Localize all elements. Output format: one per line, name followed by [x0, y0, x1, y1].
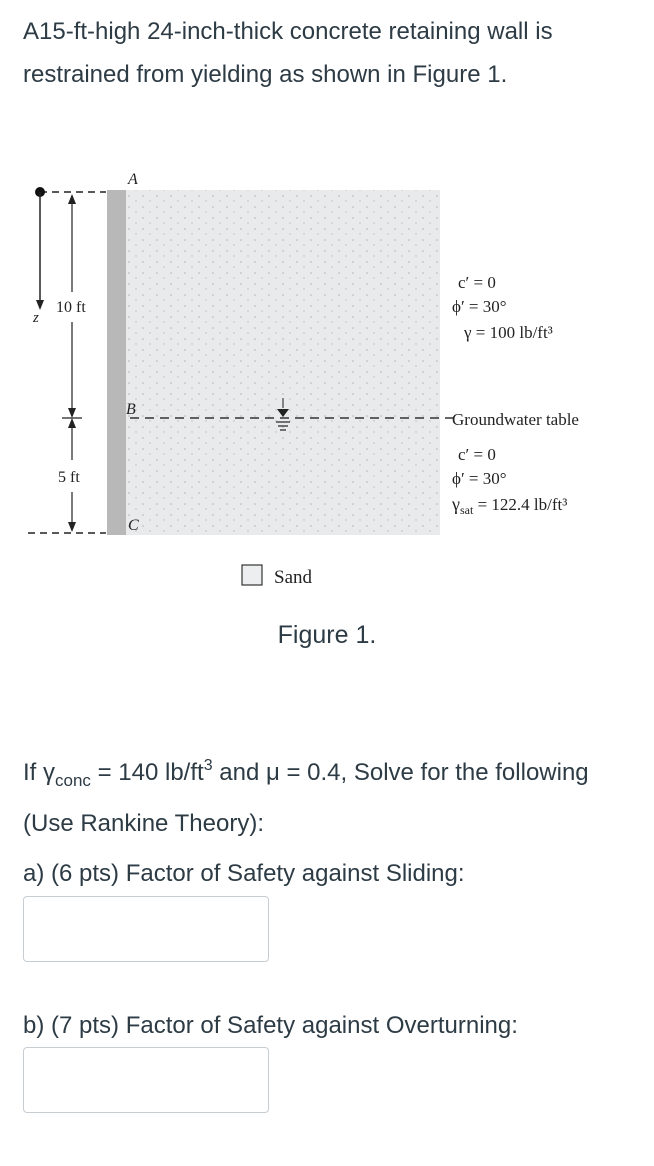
figure-caption: Figure 1.: [277, 621, 377, 649]
problem-intro: A15-ft-high 24-inch-thick concrete retaining wall is restrained from yielding as shown in Figure 1.: [23, 18, 553, 88]
sand-legend-label: Sand: [274, 567, 312, 588]
upper-c: c′ = 0: [458, 273, 496, 292]
part-a-label: a) (6 pts) Factor of Safety against Sliding:: [23, 860, 465, 887]
label-a: A: [128, 171, 138, 188]
dim-upper-label: 10 ft: [56, 299, 86, 316]
groundwater-label: Groundwater table: [452, 410, 579, 429]
lower-phi: ϕ′ = 30°: [452, 469, 507, 488]
part-b-label: b) (7 pts) Factor of Safety against Overturning:: [23, 1012, 518, 1039]
label-b: B: [126, 401, 136, 418]
retaining-wall-figure: [0, 160, 654, 600]
sand-legend-swatch: [242, 565, 262, 585]
z-axis-arrow: [35, 187, 45, 310]
answer-b-input[interactable]: [23, 1047, 269, 1113]
upper-gamma: γ = 100 lb/ft³: [464, 323, 553, 342]
lower-c: c′ = 0: [458, 445, 496, 464]
dim-lower-label: 5 ft: [58, 469, 80, 486]
label-c: C: [128, 517, 139, 534]
upper-phi: ϕ′ = 30°: [452, 297, 507, 316]
lower-gamma: $\gamma_{sat} = 122.4$ lb/ft³: [452, 494, 568, 517]
concrete-wall: [107, 190, 126, 535]
question-text: If $\gamma_{conc} = 140$ $lb/ft^3$ and μ = 0.4, Solve for the following (Use Rankine Theory):: [23, 757, 589, 837]
answer-a-input[interactable]: [23, 896, 269, 962]
label-z: z: [33, 310, 39, 326]
